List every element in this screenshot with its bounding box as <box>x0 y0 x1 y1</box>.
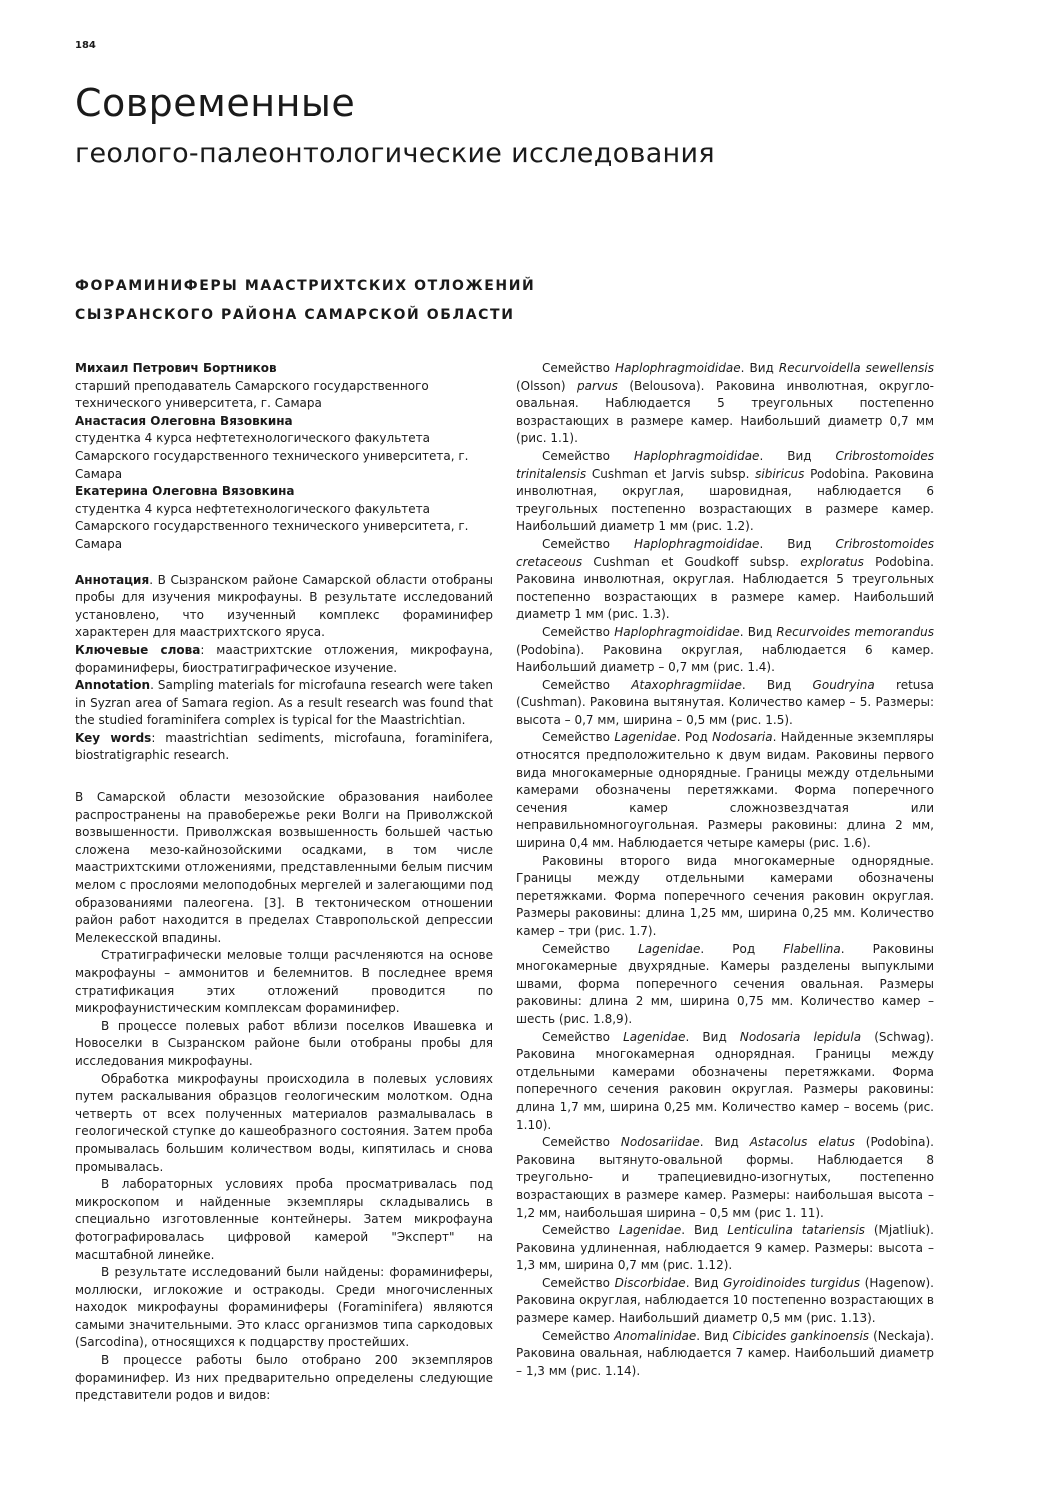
text-run: . Род <box>700 941 784 956</box>
text-run: Cushman et Goudkoff subsp. <box>582 554 801 569</box>
text-run: Семейство <box>542 536 634 551</box>
keywords-ru <box>75 642 493 677</box>
text-run: . Раковины многокамерные двухрядные. Камеры разделены выпуклыми швами, форма поперечного сечения овальная. Размеры раковины: длина 2 мм, ширина 0,75 мм. Количество камер – шесть (рис. 1.8,9). <box>516 941 935 1026</box>
keywords-en-text: : maastrichtian sediments, microfauna, foraminifera, biostratigraphic research. <box>75 730 493 763</box>
text-run: (Mjatliuk). Раковина удлиненная, наблюдается 9 камер. Размеры: высота – 1,3 мм, ширина 0,7 мм (рис. 1.12). <box>516 1223 934 1273</box>
species-paragraph <box>516 1328 934 1381</box>
taxon-name: Lagenidae <box>618 1223 682 1238</box>
species-paragraph <box>516 536 934 624</box>
abstract-en-label: Annotation <box>75 678 151 693</box>
text-run: . Вид <box>739 624 777 639</box>
text-run: Семейство <box>542 361 616 375</box>
body-paragraph: В процессе полевых работ вблизи поселков Ивашевка и Новоселки в Сызранском районе были отобраны пробы для исследования микрофауны. <box>75 1018 493 1068</box>
taxon-name: Cribrostomoides trinitalensis <box>516 448 934 481</box>
text-run: (Podobina). Раковина округлая, наблюдается 6 камер. Наибольший диаметр – 0,7 мм (рис. 1.4). <box>516 642 934 675</box>
text-run: Семейство <box>542 1275 615 1290</box>
text-run: (Olsson) <box>516 378 578 393</box>
author-name: Анастасия Олеговна Вязовкина <box>75 413 293 428</box>
text-run: Семейство <box>542 1328 615 1343</box>
taxon-name: sibiricus <box>755 466 805 481</box>
text-run: (Belousova). Раковина инволютная, округло-овальная. Наблюдается 5 треугольных постепенно возрастающих в размере камер. Наибольший диаметр 0,7 мм (рис. 1.1). <box>516 378 934 446</box>
taxon-name: exploratus <box>800 554 864 569</box>
article-title-line1: ФОРАМИНИФЕРЫ МААСТРИХТСКИХ ОТЛОЖЕНИЙ <box>75 278 536 294</box>
text-run: (Hagenow). Раковина округлая, наблюдается 10 постепенно возрастающих в размере камер. Наибольший диаметр 0,5 мм (рис. 1.13). <box>516 1275 934 1326</box>
right-column <box>516 360 934 1380</box>
text-run: . Вид <box>681 1223 728 1238</box>
body-paragraph: Стратиграфически меловые толщи расчленяются на основе макрофауны – аммонитов и белемнитов. В последнее время стратификация этих отложений проводится по микрофаунистическим комплексам фораминифер. <box>75 948 493 1016</box>
author-name: Екатерина Олеговна Вязовкина <box>75 484 295 499</box>
body-paragraph: В Самарской области мезозойские образования наиболее распространены на правобережье реки Волги на Приволжской возвышенности. Приволжская возвышенность большей частью сложена мезо-кайнозойскими осадками, в том числе маастрихтскими отложениями, представленными белым писчим мелом с прослоями мелоподобных мергелей и залегающими под образованиями палеогена. [3]. В тектоническом отношении район работ находится в пределах Ставропольской депрессии Мелекесской впадины. <box>75 790 493 945</box>
text-run: Семейство <box>542 448 634 463</box>
taxon-name: Gyroidinoides turgidus <box>723 1275 861 1290</box>
text-run: . Род <box>676 730 713 745</box>
species-paragraph <box>516 1222 934 1275</box>
species-paragraph <box>516 677 934 730</box>
text-run: Cushman et Jarvis subsp. <box>586 466 756 481</box>
taxon-name: Goudryina <box>812 677 875 692</box>
taxon-name: Haplophragmoididae <box>633 448 760 463</box>
taxon-name: Ataxophragmiidae <box>631 677 742 692</box>
keywords-ru-text: : маастрихтские отложения, микрофауна, фораминиферы, биостратиграфическое изучение. <box>75 642 493 675</box>
taxon-name: Lagenidae <box>614 730 677 745</box>
taxon-name: Cribrostomoides cretaceous <box>516 536 934 569</box>
text-run: . Вид <box>699 1135 750 1150</box>
taxon-name: Haplophragmoididae <box>614 624 740 639</box>
text-run: Podobina. Раковина инволютная, округлая, шаровидная, наблюдается 6 треугольных постепенно возрастающих в размере камер. Наибольший диаметр 1 мм (рис. 1.2). <box>516 466 934 534</box>
body-paragraph: В процессе работы было отобрано 200 экземпляров фораминифер. Из них предварительно определены следующие представители родов и видов: <box>75 1353 493 1403</box>
text-run: Семейство <box>542 941 639 956</box>
text-run: (Podobina). Раковина вытянуто-овальной формы. Наблюдается 8 треугольно- и трапециевидно-изогнутых, постепенно возрастающих в размере камер. Размеры: наибольшая высота – 1,2 мм, наибольшая ширина – 0,5 мм (рис 1. 11). <box>516 1135 934 1220</box>
article-title <box>75 272 775 330</box>
text-run: . Вид <box>741 677 813 692</box>
abstract-en-text: . Sampling materials for microfauna research were taken in Syzran area of Samara region. As a result research was found that the studied foraminifera complex is typical for the Maastrichtian. <box>75 678 493 728</box>
species-paragraph <box>516 1275 934 1328</box>
taxon-name: Anomalinidae <box>614 1328 697 1343</box>
taxon-name: Recurvoidella sewellensis <box>778 361 935 375</box>
taxon-name: Flabellina <box>783 941 841 956</box>
abstract-ru-label: Аннотация <box>75 572 150 587</box>
taxon-name: Haplophragmoididae <box>615 361 741 375</box>
text-run: (Neckaja). Раковина овальная, наблюдается 7 камер. Наибольший диаметр – 1,3 мм (рис. 1.14). <box>516 1328 935 1378</box>
taxon-name: Nodosaria <box>712 730 773 745</box>
text-run: Семейство <box>542 1135 621 1150</box>
taxon-name: Nodosariidae <box>620 1135 700 1150</box>
taxon-name: Lenticulina tatariensis <box>727 1223 865 1238</box>
text-run: Семейство <box>542 624 615 639</box>
taxon-name: Discorbidae <box>614 1275 686 1290</box>
text-run: . Найденные экземпляры относятся предположительно к двум видам. Раковины первого вида многокамерные однорядные. Границы между отдельными камерами обозначены перетяжками. Форма поперечного сечения камер сложнозвездчатая или неправильномногоугольная. Размеры раковины: длина 2 мм, ширина 0,4 мм. Наблюдается четыре камеры (рис. 1.6). <box>516 730 935 851</box>
author-affiliation: студентка 4 курса нефтетехнологического факультета Самарского государственного технического университета, г. Самара <box>75 431 469 481</box>
taxon-name: Astacolus elatus <box>749 1135 855 1150</box>
body-paragraph: В результате исследований были найдены: фораминиферы, моллюски, иглокожие и остракоды. Среди многочисленных находок микрофауны фораминиферы (Foraminifera) являются самыми значительными. Это класс организмов типа саркодовых (Sarcodina), относящихся к подцарству простейших. <box>75 1265 493 1350</box>
series-title-line2: геолого-палеонтологические исследования <box>75 138 715 169</box>
species-paragraph <box>516 1029 934 1135</box>
species-paragraph <box>516 448 934 536</box>
taxon-name: Cibicides gankinoensis <box>732 1328 870 1343</box>
text-run: . Вид <box>759 536 836 551</box>
abstract-en <box>75 677 493 730</box>
taxon-name: Haplophragmoididae <box>633 536 760 551</box>
page-number: 184 <box>75 40 96 51</box>
text-run: . Вид <box>740 361 779 375</box>
author-affiliation: студентка 4 курса нефтетехнологического факультета Самарского государственного технического университета, г. Самара <box>75 501 469 551</box>
keywords-ru-label: Ключевые слова <box>75 642 201 657</box>
species-paragraph <box>516 624 934 677</box>
abstract-ru-text: . В Сызранском районе Самарской области отобраны пробы для изучения микрофауны. В результате исследований установлено, что изученный комплекс фораминифер характерен для маастрихтского яруса. <box>75 572 493 640</box>
text-run: Семейство <box>542 1223 619 1238</box>
species-paragraph <box>516 941 934 1029</box>
text-run: Podobina. Раковина инволютная, округлая. Наблюдается 5 треугольных постепенно возрастающих в размере камер. Наибольший диаметр 1 мм (рис. 1.3). <box>516 554 934 622</box>
taxon-name: Lagenidae <box>638 941 701 956</box>
text-run: . Вид <box>696 1328 733 1343</box>
series-title-line1: Современные <box>75 81 356 125</box>
text-run: Семейство <box>542 677 632 692</box>
species-paragraph <box>516 729 934 852</box>
taxon-name: Recurvoides memorandus <box>776 624 935 639</box>
keywords-en-label: Key words <box>75 730 152 745</box>
abstract-ru <box>75 572 493 642</box>
taxon-name: Lagenidae <box>623 1029 686 1044</box>
author-affiliation: старший преподаватель Самарского государственного технического университета, г. Самара <box>75 378 429 411</box>
species-paragraph <box>516 853 934 941</box>
body-paragraph: В лабораторных условиях проба просматривалась под микроскопом и найденные экземпляры складывались в специально изготовленные контейнеры. Затем микрофауна фотографировалась цифровой камерой "Эксперт" на масштабной линейке. <box>75 1177 493 1262</box>
species-paragraph <box>516 360 934 448</box>
keywords-en <box>75 730 493 765</box>
body-paragraph: Обработка микрофауны происходила в полевых условиях путем раскалывания образцов геологическим молотком. Одна четверть от всех полученных материалов размалывалась в геологической ступке до кашеобразного состояния. Затем проба промывалась большим количеством воды, кипятилась и снова промывалась. <box>75 1071 493 1174</box>
text-run: . Вид <box>685 1275 724 1290</box>
species-paragraph <box>516 1134 934 1222</box>
text-run: Семейство <box>542 730 615 745</box>
taxon-name: parvus <box>577 378 618 393</box>
taxon-name: Nodosaria lepidula <box>739 1029 862 1044</box>
text-run: . Вид <box>759 448 836 463</box>
author-name: Михаил Петрович Бортников <box>75 361 277 375</box>
article-title-line2: СЫЗРАНСКОГО РАЙОНА САМАРСКОЙ ОБЛАСТИ <box>75 307 515 323</box>
text-run: Семейство <box>542 1029 624 1044</box>
series-title <box>75 78 975 176</box>
text-run: (Schwag). Раковина многокамерная однорядная. Границы между отдельными камерами обозначены перетяжками. Форма поперечного сечения раковин округлая. Размеры раковины: длина 1,7 мм, ширина 0,25 мм. Количество камер – восемь (рис. 1.10). <box>516 1029 934 1132</box>
text-run: retusa (Cushman). Раковина вытянутая. Количество камер – 5. Размеры: высота – 0,7 мм, ширина – 0,5 мм (рис. 1.5). <box>516 677 934 727</box>
text-run: Раковины второго вида многокамерные однорядные. Границы между отдельными камерами обозначены перетяжками. Форма поперечного сечения раковин округлая. Размеры раковины: длина 1,25 мм, ширина 0,25 мм. Количество камер – три (рис. 1.7). <box>516 853 934 938</box>
text-run: . Вид <box>685 1029 740 1044</box>
left-column <box>75 360 493 1405</box>
